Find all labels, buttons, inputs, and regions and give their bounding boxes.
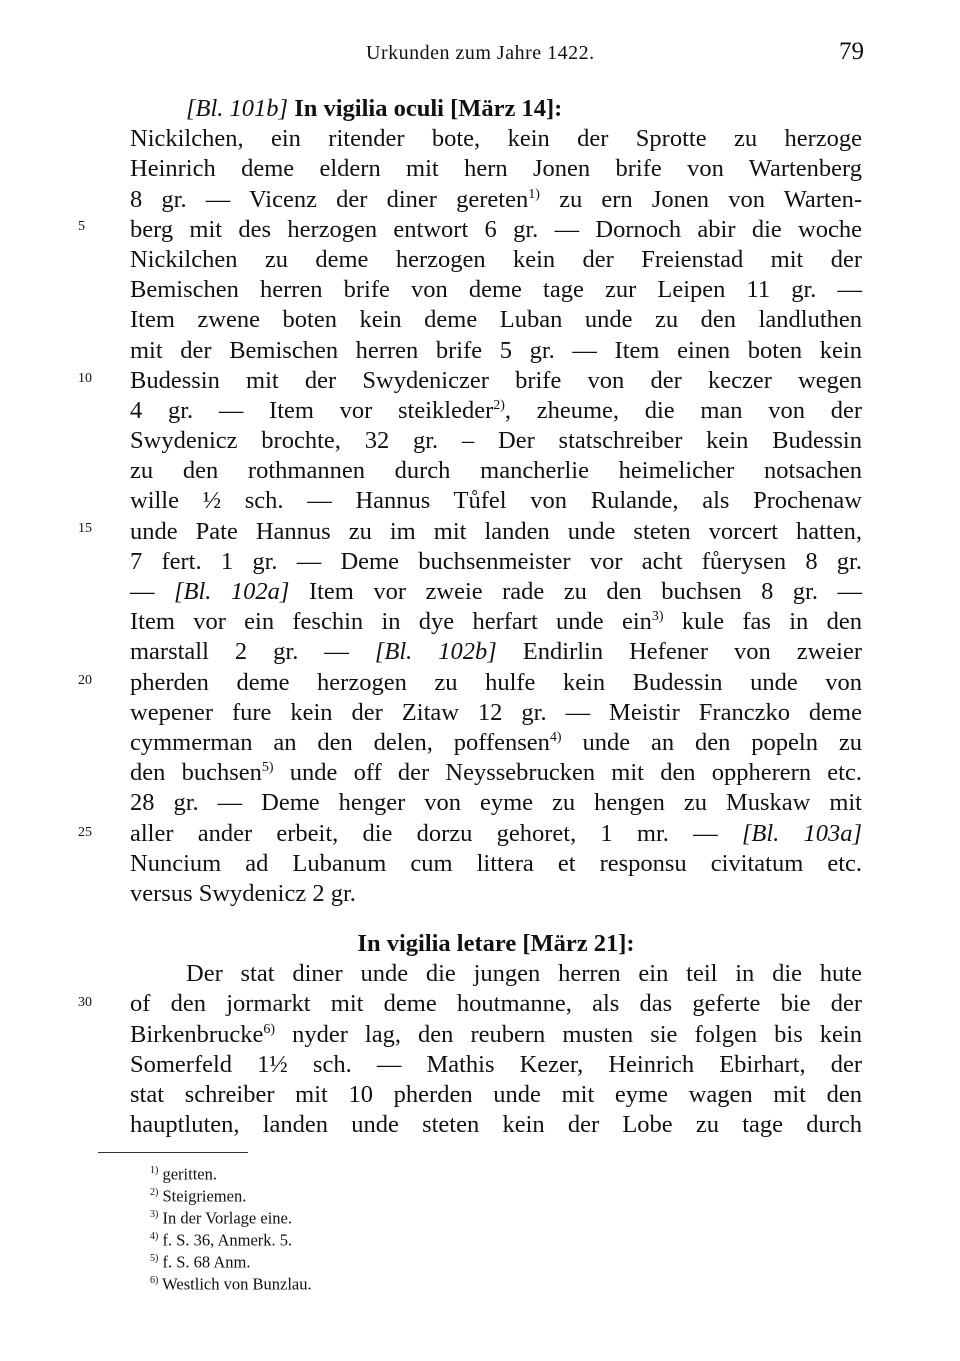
footnote-text: f. S. 68 Anm. — [162, 1252, 251, 1272]
footnote-mark: 1) — [150, 1165, 159, 1176]
text-span: aller ander erbeit, die dorzu gehoret, 1 mr. — — [130, 819, 742, 847]
line-number: 10 — [78, 371, 92, 386]
footnote-text: Westlich von Bunzlau. — [162, 1274, 312, 1294]
footnote-ref: 2) — [493, 397, 505, 413]
text-line: 28 gr. — Deme henger von eyme zu hengen zu Muskaw mit — [130, 789, 862, 817]
footnote-mark: 2) — [150, 1187, 159, 1198]
text-line: Heinrich deme eldern mit hern Jonen brife von Wartenberg — [130, 155, 862, 183]
text-line — [130, 396, 862, 426]
line-number: 15 — [78, 521, 92, 536]
text-span: marstall 2 gr. — — [130, 638, 375, 666]
footnote-mark: 6) — [150, 1275, 159, 1286]
text-line — [130, 607, 862, 637]
footnote-text: In der Vorlage eine. — [162, 1208, 292, 1228]
folio-reference: [Bl. 102a] — [174, 578, 290, 605]
text-line: stat schreiber mit 10 pherden unde mit eyme wagen mit den — [130, 1081, 862, 1108]
paragraph-gap — [130, 909, 862, 929]
footnote-ref: 4) — [549, 729, 562, 745]
text-span: kule fas in den — [663, 608, 862, 636]
text-span: Birkenbrucke — [130, 1020, 264, 1048]
text-line — [130, 577, 862, 607]
footnote-text: Steigriemen. — [162, 1186, 247, 1206]
section-heading: In vigilia letare [März 21]: — [357, 930, 635, 958]
text-span: Item vor zweie rade zu den buchsen 8 gr. — — [289, 578, 862, 605]
text-line: versus Swydenicz 2 gr. — [130, 879, 356, 907]
text-line: Nickilchen, ein ritender bote, kein der Sprotte zu herzoge — [130, 125, 862, 153]
footnote-ref: 5) — [261, 759, 274, 775]
footnote — [150, 1204, 312, 1226]
text-line: berg mit des herzogen entwort 6 gr. — Dornoch abir die woche — [130, 215, 862, 243]
footnote-mark: 4) — [150, 1231, 159, 1242]
text-line — [130, 637, 862, 667]
text-line: Budessin mit der Swydeniczer brife von der keczer wegen — [130, 366, 862, 394]
footnote-text: f. S. 36, Anmerk. 5. — [162, 1230, 293, 1250]
text-line: hauptluten, landen unde steten kein der Lobe zu tage durch — [130, 1111, 862, 1139]
text-line: zu den rothmannen durch mancherlie heimelicher notsachen — [130, 457, 862, 485]
text-line: mit der Bemischen herren brife 5 gr. — Item einen boten kein — [130, 336, 862, 364]
text-line: pherden deme herzogen zu hulfe kein Budessin unde von — [130, 668, 862, 696]
footnote — [150, 1226, 312, 1248]
text-span: Item vor ein feschin in dye herfart unde ein — [130, 608, 652, 636]
text-line — [130, 94, 862, 124]
footnote-divider — [98, 1152, 248, 1153]
page-number: 79 — [839, 38, 864, 65]
text-line: of den jormarkt mit deme houtmanne, als das geferte bie der — [130, 990, 862, 1018]
text-line: Item zwene boten kein deme Luban unde zu den landluthen — [130, 306, 862, 334]
text-line: unde Pate Hannus zu im mit landen unde steten vorcert hatten, — [130, 517, 862, 545]
text-span: cymmerman an den delen, poffensen — [130, 728, 550, 756]
text-line: wille ½ sch. — Hannus Tůfel von Rulande, als Prochenaw — [130, 487, 862, 515]
text-span: Endirlin Hefener von zweier — [496, 638, 863, 666]
line-number: 25 — [78, 825, 92, 840]
running-head — [0, 38, 960, 74]
text-line: Swydenicz brochte, 32 gr. – Der statschreiber kein Budessin — [130, 427, 862, 455]
text-line — [130, 185, 862, 215]
footnote-mark: 5) — [150, 1253, 159, 1264]
folio-reference: [Bl. 102b] — [374, 638, 497, 666]
footnote-text: geritten. — [162, 1164, 217, 1184]
text-line: Nickilchen zu deme herzogen kein der Freienstad mit der — [130, 245, 862, 273]
text-line: Somerfeld 1½ sch. — Mathis Kezer, Heinrich Ebirhart, der — [130, 1050, 862, 1078]
text-line — [130, 758, 862, 788]
text-line: Bemischen herren brife von deme tage zur Leipen 11 gr. — — [130, 276, 862, 304]
footnote-ref: 6) — [263, 1021, 276, 1037]
folio-reference: [Bl. 101b] — [186, 95, 289, 122]
text-line: 7 fert. 1 gr. — Deme buchsenmeister vor acht fůerysen 8 gr. — [130, 547, 862, 575]
section-heading: In vigilia oculi [März 14]: — [294, 95, 563, 122]
line-number: 20 — [78, 673, 92, 688]
text-line: Der stat diner unde die jungen herren ein teil in die hute — [186, 960, 862, 988]
footnote-mark: 3) — [150, 1209, 159, 1220]
footnote — [150, 1160, 312, 1182]
footnote — [150, 1270, 312, 1292]
running-head-title: Urkunden zum Jahre 1422. — [366, 42, 595, 64]
line-number: 30 — [78, 995, 92, 1010]
text-span: nyder lag, den reubern musten sie folgen bis kein — [275, 1020, 862, 1048]
text-span: unde an den popeln zu — [561, 728, 862, 756]
text-line — [130, 1020, 862, 1050]
text-line: wepener fure kein der Zitaw 12 gr. — Meistir Franczko deme — [130, 698, 862, 726]
footnotes — [150, 1160, 312, 1292]
body-text — [130, 94, 862, 1140]
footnote — [150, 1182, 312, 1204]
text-span: — — [130, 578, 174, 605]
text-span: unde off der Neyssebrucken mit den oppherern etc. — [273, 759, 862, 787]
footnote-ref: 1) — [528, 186, 540, 202]
footnote-ref: 3) — [651, 609, 664, 625]
text-span: 4 gr. — Item vor steikleder — [130, 396, 494, 424]
text-span: , zheume, die man von der — [504, 396, 862, 424]
text-line — [130, 728, 862, 758]
text-span: 8 gr. — Vicenz der diner gereten — [130, 185, 529, 213]
text-line: Nuncium ad Lubanum cum littera et responsu civitatum etc. — [130, 849, 862, 877]
folio-reference: [Bl. 103a] — [741, 819, 862, 847]
text-span: zu ern Jonen von Warten- — [539, 185, 862, 213]
text-line — [130, 819, 862, 849]
footnote — [150, 1248, 312, 1270]
line-number: 5 — [78, 219, 85, 234]
text-span: den buchsen — [130, 759, 262, 787]
